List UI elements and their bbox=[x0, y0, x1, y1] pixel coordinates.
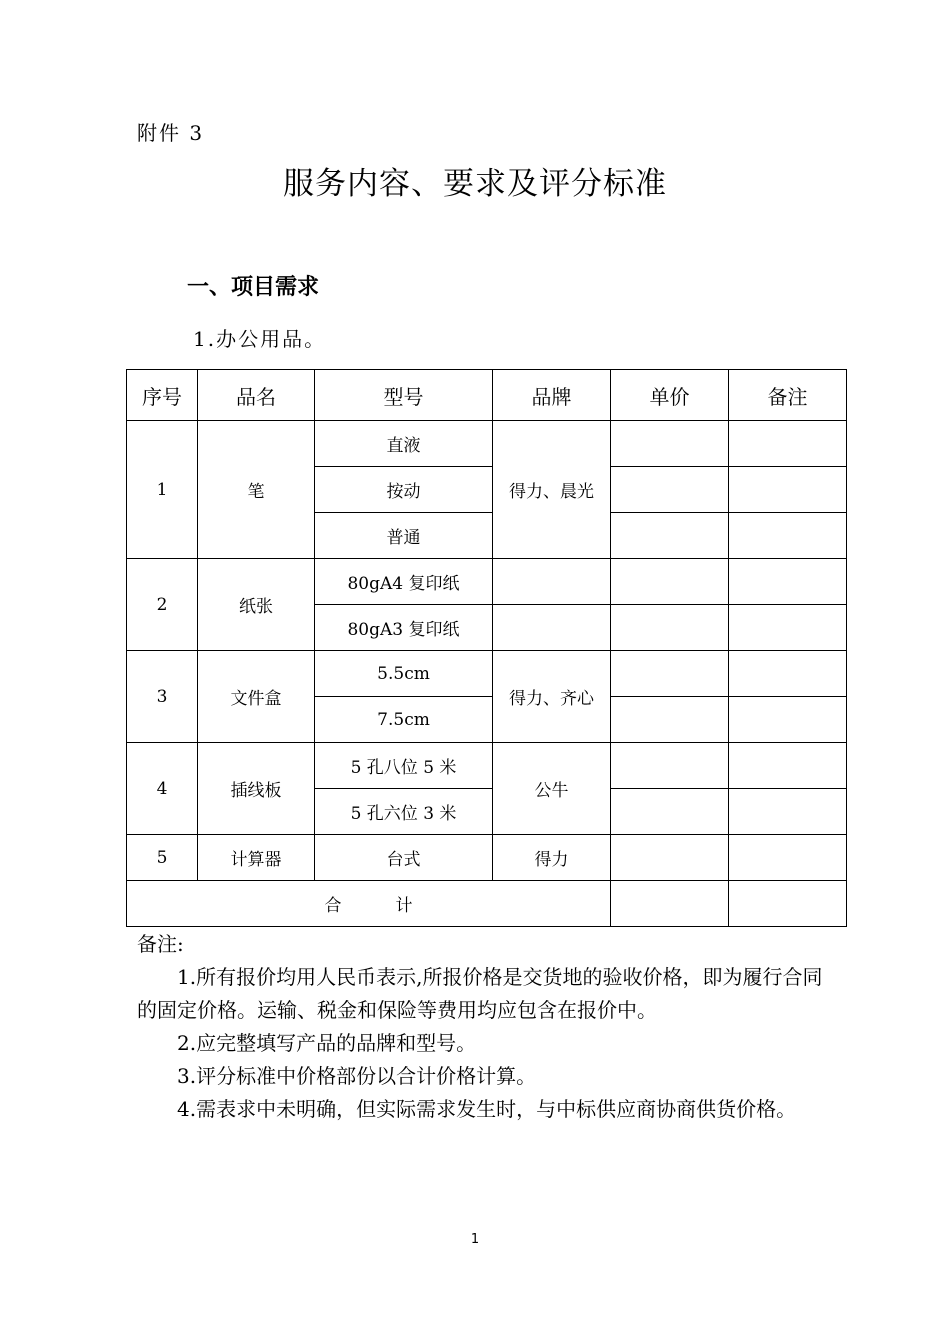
unit-price-cell bbox=[611, 835, 729, 881]
model-cell: 台式 bbox=[315, 835, 493, 881]
items-table bbox=[126, 369, 847, 927]
table-row bbox=[127, 421, 847, 467]
notes-heading: 备注: bbox=[137, 932, 184, 956]
notes-block bbox=[137, 928, 837, 1126]
table-row bbox=[127, 559, 847, 605]
header-cell: 品名 bbox=[198, 370, 315, 421]
item-name-cell: 纸张 bbox=[198, 559, 315, 651]
note-item: 3.评分标准中价格部份以合计价格计算。 bbox=[177, 1064, 537, 1088]
item-name-cell: 笔 bbox=[198, 421, 315, 559]
remark-cell bbox=[729, 789, 847, 835]
remark-cell bbox=[729, 559, 847, 605]
model-cell: 按动 bbox=[315, 467, 493, 513]
unit-price-cell bbox=[611, 697, 729, 743]
header-cell: 品牌 bbox=[493, 370, 611, 421]
remark-cell bbox=[729, 467, 847, 513]
brand-cell bbox=[493, 559, 611, 605]
unit-price-cell bbox=[611, 743, 729, 789]
table-body bbox=[127, 421, 847, 881]
remark-cell bbox=[729, 835, 847, 881]
note-item: 2.应完整填写产品的品牌和型号。 bbox=[177, 1031, 477, 1055]
item-number-cell: 1 bbox=[127, 421, 198, 559]
document-title: 服务内容、要求及评分标准 bbox=[283, 166, 667, 202]
item-name-cell: 插线板 bbox=[198, 743, 315, 835]
brand-cell bbox=[493, 605, 611, 651]
page-number: 1 bbox=[470, 1232, 480, 1247]
total-row bbox=[127, 881, 847, 927]
brand-cell: 公牛 bbox=[493, 743, 611, 835]
header-cell: 单价 bbox=[611, 370, 729, 421]
total-price-cell bbox=[611, 881, 729, 927]
item-name-cell: 文件盒 bbox=[198, 651, 315, 743]
note-item: 1.所有报价均用人民币表示,所报价格是交货地的验收价格，即为履行合同的固定价格。运输、税金和保险等费用均应包含在报价中。 bbox=[137, 965, 823, 1022]
item-name-cell: 计算器 bbox=[198, 835, 315, 881]
remark-cell bbox=[729, 421, 847, 467]
remark-cell bbox=[729, 697, 847, 743]
header-cell: 备注 bbox=[729, 370, 847, 421]
unit-price-cell bbox=[611, 559, 729, 605]
remark-cell bbox=[729, 743, 847, 789]
model-cell: 5 孔六位 3 米 bbox=[315, 789, 493, 835]
model-cell: 80gA3 复印纸 bbox=[315, 605, 493, 651]
header-cell: 型号 bbox=[315, 370, 493, 421]
header-cell: 序号 bbox=[127, 370, 198, 421]
total-label: 合 计 bbox=[127, 881, 611, 927]
subsection-heading: 1.办公用品。 bbox=[193, 327, 327, 351]
unit-price-cell bbox=[611, 421, 729, 467]
unit-price-cell bbox=[611, 789, 729, 835]
remark-cell bbox=[729, 513, 847, 559]
section-heading: 一、项目需求 bbox=[187, 275, 320, 300]
model-cell: 5.5cm bbox=[315, 651, 493, 697]
item-number-cell: 4 bbox=[127, 743, 198, 835]
model-cell: 普通 bbox=[315, 513, 493, 559]
attachment-label: 附件 3 bbox=[137, 121, 205, 145]
model-cell: 直液 bbox=[315, 421, 493, 467]
brand-cell: 得力、晨光 bbox=[493, 421, 611, 559]
model-cell: 80gA4 复印纸 bbox=[315, 559, 493, 605]
total-remark-cell bbox=[729, 881, 847, 927]
model-cell: 5 孔八位 5 米 bbox=[315, 743, 493, 789]
table-row bbox=[127, 835, 847, 881]
item-number-cell: 3 bbox=[127, 651, 198, 743]
unit-price-cell bbox=[611, 651, 729, 697]
remark-cell bbox=[729, 651, 847, 697]
item-number-cell: 5 bbox=[127, 835, 198, 881]
unit-price-cell bbox=[611, 513, 729, 559]
table-row bbox=[127, 743, 847, 789]
model-cell: 7.5cm bbox=[315, 697, 493, 743]
brand-cell: 得力 bbox=[493, 835, 611, 881]
note-item: 4.需表求中未明确，但实际需求发生时，与中标供应商协商供货价格。 bbox=[177, 1097, 797, 1121]
brand-cell: 得力、齐心 bbox=[493, 651, 611, 743]
unit-price-cell bbox=[611, 467, 729, 513]
unit-price-cell bbox=[611, 605, 729, 651]
table-row bbox=[127, 651, 847, 697]
item-number-cell: 2 bbox=[127, 559, 198, 651]
table-header-row bbox=[127, 370, 847, 421]
remark-cell bbox=[729, 605, 847, 651]
